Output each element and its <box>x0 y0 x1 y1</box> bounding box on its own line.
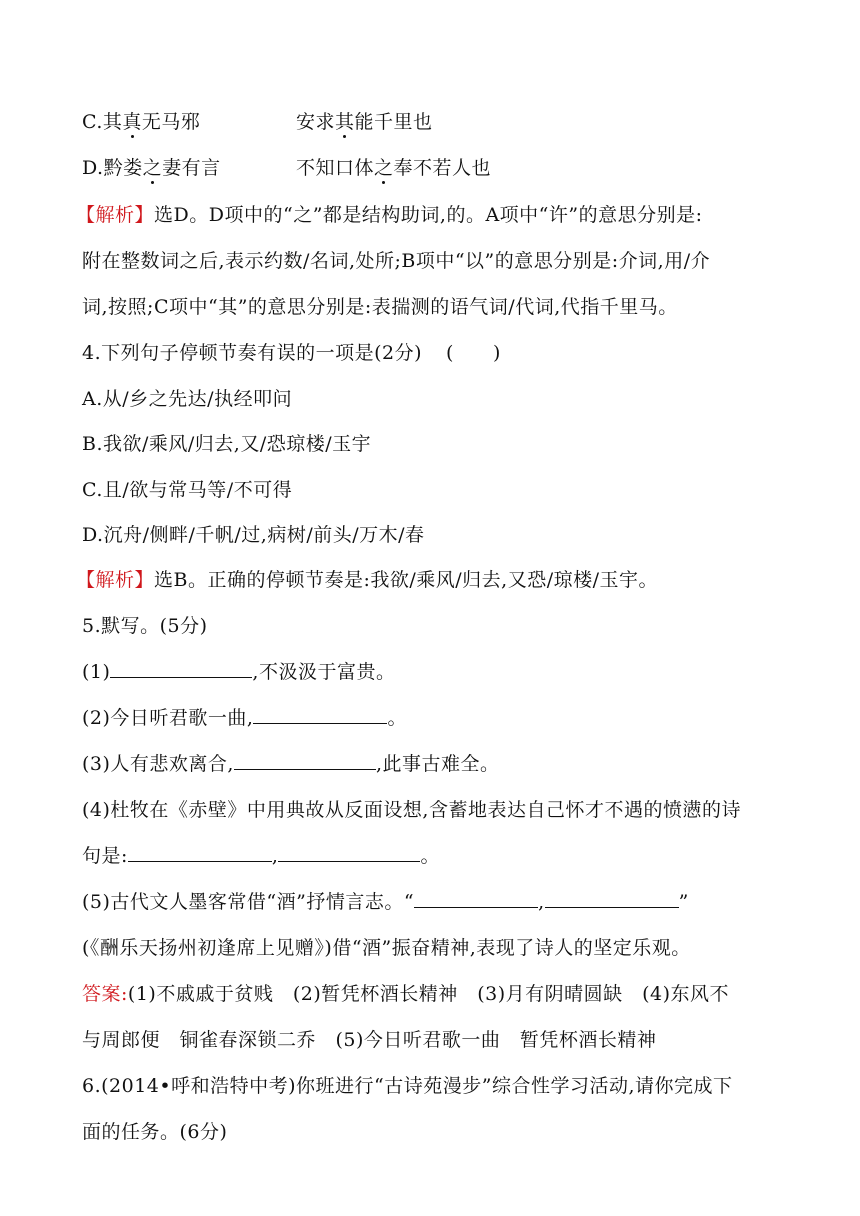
fill-blank <box>128 843 272 862</box>
answer-paren: ( ) <box>446 342 501 364</box>
fill-blank <box>253 705 387 724</box>
answer-tag: 答案: <box>82 983 128 1005</box>
q3-analysis-line-1: 【解析】选D。D项中的“之”都是结构助词,的。A项中“许”的意思分别是: <box>76 204 703 226</box>
q4-analysis: 【解析】选B。正确的停顿节奏是:我欲/乘风/归去,又恐/琼楼/玉宇。 <box>76 569 659 591</box>
fill-blank <box>414 889 538 908</box>
emphasis-dot: 之 <box>142 157 163 179</box>
q3-option-c-second: 安求其能千里也 <box>296 111 433 133</box>
q5-answer-line-2: 与周郎便 铜雀春深锁二乔 (5)今日听君歌一曲 暂凭杯酒长精神 <box>82 1029 657 1051</box>
analysis-tag: 【解析】 <box>76 204 155 226</box>
q3-option-d: D.黔娄之妻有言 <box>82 157 221 179</box>
fill-blank <box>234 751 376 770</box>
q6-stem-line-2: 面的任务。(6分) <box>82 1121 228 1143</box>
analysis-tag: 【解析】 <box>76 569 155 591</box>
q4-option-c: C.且/欲与常马等/不可得 <box>82 479 293 501</box>
q5-item-5-line-1: (5)古代文人墨客常借“酒”抒情言志。“ , ” <box>82 891 689 913</box>
q3-option-d-second: 不知口体之奉不若人也 <box>296 157 492 179</box>
fill-blank <box>110 659 252 678</box>
q4-stem: 4.下列句子停顿节奏有误的一项是(2分) ( ) <box>82 342 501 364</box>
q6-stem-line-1: 6.(2014•呼和浩特中考)你班进行“古诗苑漫步”综合性学习活动,请你完成下 <box>82 1075 733 1097</box>
q3-analysis-line-2: 附在整数词之后,表示约数/名词,处所;B项中“以”的意思分别是:介词,用/介 <box>82 250 711 272</box>
q5-answer-line-1: 答案:(1)不戚戚于贫贱 (2)暂凭杯酒长精神 (3)月有阴晴圆缺 (4)东风不 <box>82 983 730 1005</box>
q5-item-4-line-1: (4)杜牧在《赤壁》中用典故从反面设想,含蓄地表达自己怀才不遇的愤懑的诗 <box>82 799 741 821</box>
q4-option-a: A.从/乡之先达/执经叩问 <box>82 388 293 410</box>
emphasis-dot: 其 <box>335 111 355 133</box>
fill-blank <box>545 889 679 908</box>
q5-item-1: (1) ,不汲汲于富贵。 <box>82 661 396 683</box>
q5-item-4-line-2: 句是: , 。 <box>82 845 440 867</box>
q4-option-b: B.我欲/乘风/归去,又/恐琼楼/玉宇 <box>82 433 372 455</box>
q4-option-d: D.沉舟/侧畔/千帆/过,病树/前头/万木/春 <box>82 524 425 546</box>
q5-item-5-line-2: (《酬乐天扬州初逢席上见赠》)借“酒”振奋精神,表现了诗人的坚定乐观。 <box>82 937 691 959</box>
q5-stem: 5.默写。(5分) <box>82 615 208 637</box>
q5-item-2: (2)今日听君歌一曲, 。 <box>82 707 407 729</box>
q5-item-3: (3)人有悲欢离合, ,此事古难全。 <box>82 753 500 775</box>
q3-option-c: C.其真无马邪 <box>82 111 201 133</box>
emphasis-dot: 真 <box>122 111 142 133</box>
emphasis-dot: 之 <box>374 157 394 179</box>
q3-analysis-line-3: 词,按照;C项中“其”的意思分别是:表揣测的语气词/代词,代指千里马。 <box>82 296 678 318</box>
fill-blank <box>278 843 420 862</box>
